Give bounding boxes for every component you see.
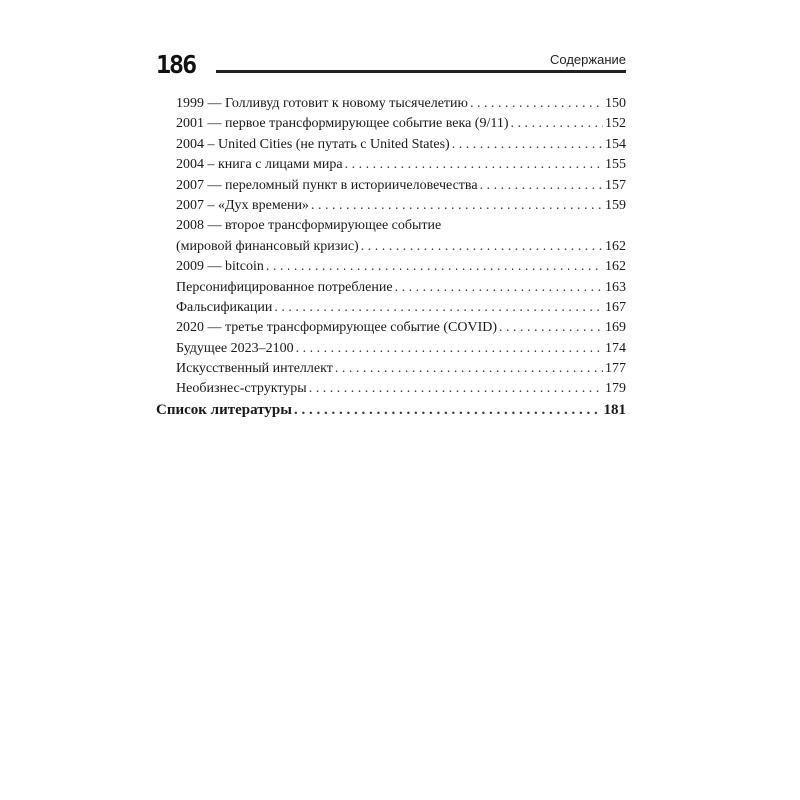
toc-entry-title: 2009 — bitcoin	[176, 259, 264, 275]
toc-entry-page: 174	[605, 340, 626, 356]
toc-entry-page: 154	[605, 136, 626, 152]
toc-entry-title: Искусственный интеллект	[176, 361, 333, 377]
page-number: 186	[156, 50, 196, 79]
toc-main-entry-title: Список литературы	[156, 401, 292, 418]
toc-entry-wrapped	[156, 216, 626, 236]
toc-entry-page: 162	[605, 259, 626, 275]
toc-entry	[156, 237, 626, 257]
toc-entry	[156, 318, 626, 338]
toc-leader-dots	[470, 94, 603, 114]
toc-entry-page: 150	[605, 96, 626, 111]
toc-entry-title: 1999 — Голливуд готовит к новому тысячелетию	[176, 96, 468, 111]
toc-leader-dots	[361, 237, 603, 257]
toc-entry-page: 169	[605, 320, 626, 336]
toc-leader-dots	[511, 114, 604, 134]
toc-entry	[156, 339, 626, 359]
toc-entry-title: Фальсификации	[176, 299, 273, 315]
toc-entry	[156, 379, 626, 399]
toc-entry	[156, 278, 626, 298]
toc-leader-dots	[345, 155, 603, 175]
toc-entry	[156, 176, 626, 196]
toc-leader-dots	[309, 379, 603, 399]
toc-entry	[156, 359, 626, 379]
page-header	[156, 50, 626, 80]
toc-entry-page: 159	[605, 197, 626, 213]
toc-entry-page: 157	[605, 177, 626, 193]
toc-main-entry-page: 181	[603, 401, 626, 418]
toc-entry	[156, 135, 626, 155]
toc-entry-page: 152	[605, 116, 626, 132]
toc-leader-dots	[395, 278, 603, 298]
toc-entry-title: 2008 — второе трансформирующее событие	[176, 218, 442, 234]
toc-entry-title: (мировой финансовый кризис)	[176, 238, 359, 254]
toc-leader-dots	[311, 196, 603, 216]
toc-leader-dots	[452, 135, 603, 155]
header-rule	[216, 70, 626, 73]
toc-entry-page: 167	[605, 299, 626, 315]
toc-entry-title: 2007 — переломный пункт в историичеловечества	[176, 177, 478, 193]
toc-main-entry	[156, 400, 626, 420]
toc-entry-page: 163	[605, 279, 626, 295]
toc-entry	[156, 257, 626, 277]
toc-entry-title: Необизнес-структуры	[176, 381, 307, 397]
table-of-contents	[156, 94, 626, 420]
toc-leader-dots	[499, 318, 603, 338]
running-title: Содержание	[550, 52, 626, 67]
toc-entry-page: 155	[605, 157, 626, 173]
toc-entry-title: 2020 — третье трансформирующее событие (COVID)	[176, 320, 498, 336]
toc-leader-dots	[480, 176, 603, 196]
toc-entry-page: 179	[605, 381, 626, 397]
toc-leader-dots	[294, 400, 602, 420]
toc-entry-title: 2004 – книга с лицами мира	[176, 157, 343, 173]
toc-leader-dots	[266, 257, 603, 277]
toc-entry-title: Будущее 2023–2100	[176, 340, 294, 356]
toc-entry-page: 177	[605, 361, 626, 377]
toc-entry-title: 2007 – «Дух времени»	[176, 197, 309, 213]
toc-entry-title: Персонифицированное потребление	[176, 279, 393, 295]
toc-leader-dots	[335, 359, 603, 379]
toc-entry	[156, 114, 626, 134]
toc-entry-page: 162	[605, 238, 626, 254]
toc-entry	[156, 196, 626, 216]
toc-leader-dots	[296, 339, 603, 359]
toc-entry	[156, 298, 626, 318]
toc-entry-title: 2004 – United Cities (не путать с United States)	[176, 136, 450, 152]
toc-entry	[156, 155, 626, 175]
toc-leader-dots	[274, 298, 603, 318]
toc-entry	[156, 94, 626, 114]
toc-entry-title: 2001 — первое трансформирующее событие века (9/11)	[176, 116, 509, 132]
